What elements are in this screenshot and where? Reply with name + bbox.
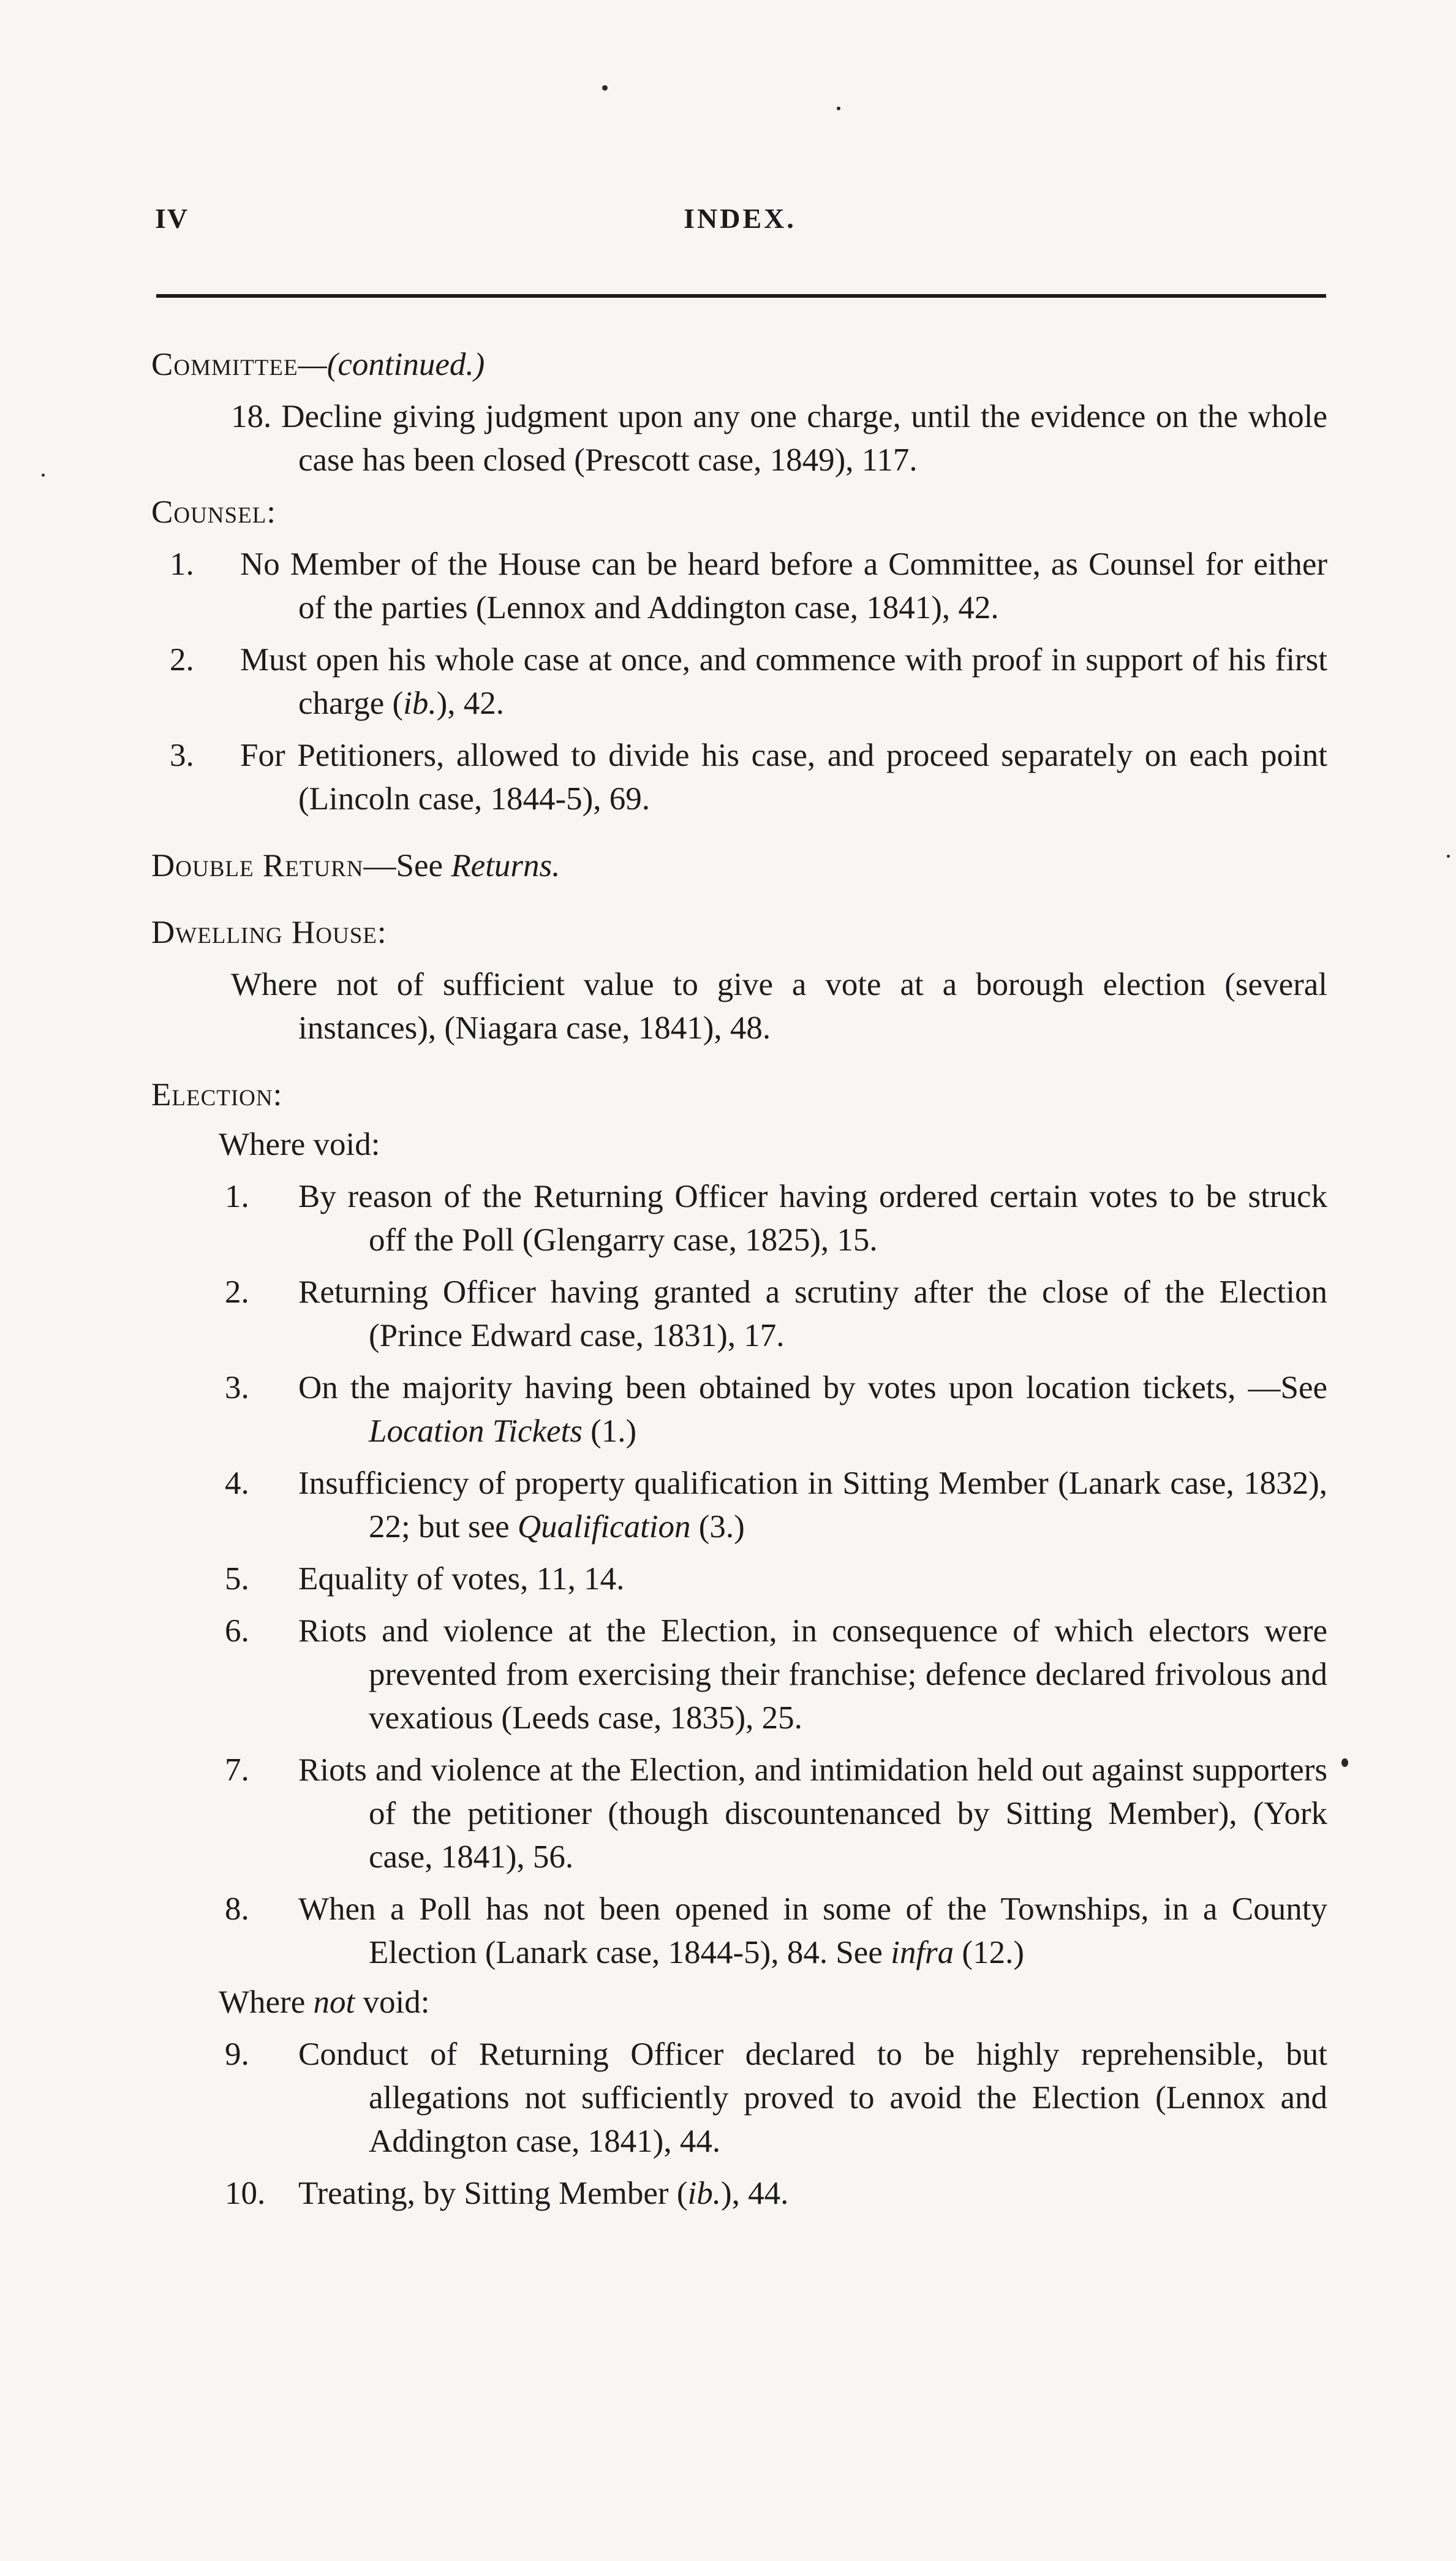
paper-speck <box>42 474 45 477</box>
heading-double-return: Double Return—See Returns. <box>151 848 560 883</box>
paper-speck <box>837 107 840 110</box>
entry-number: 4. <box>225 1466 249 1501</box>
heading-committee: Committee—(continued.) <box>151 347 485 382</box>
index-content <box>151 343 1327 2215</box>
entry-text: On the majority having been obtained by votes upon location tickets, —See <box>298 1370 1327 1405</box>
entry-text: Where not of sufficient value to give a vote at a borough election (several instances), (Niagara case, 1841), 48. <box>231 967 1327 1046</box>
election-entry-4: 4. Insufficiency of property qualification in Sitting Member (Lanark case, 1832), 22; but see Qualification (3.) <box>151 1462 1327 1549</box>
heading-election: Election: <box>151 1077 282 1113</box>
entry-text: Riots and violence at the Election, in consequence of which electors were prevented from exercising their franchise; defence declared frivolous and vexatious (Leeds case, 1835), 25. <box>298 1613 1327 1736</box>
entry-number: 2. <box>225 1274 249 1310</box>
header-rule <box>156 294 1326 298</box>
entry-italic: ib. <box>403 686 437 721</box>
entry-number: 5. <box>225 1561 249 1597</box>
entry-text: For Petitioners, allowed to divide his case, and proceed separately on each point (Lincoln case, 1844-5), 69. <box>240 738 1327 817</box>
election-entry-8: 8. When a Poll has not been opened in some of the Townships, in a County Election (Lanark case, 1844-5), 84. See infra (12.) <box>151 1888 1327 1975</box>
entry-text: Must open his whole case at once, and commence with proof in support of his first charge ( <box>240 642 1327 721</box>
page-number: IV <box>155 203 189 234</box>
entry-text: Conduct of Returning Officer declared to be highly reprehensible, but allegations not sufficiently proved to avoid the Election (Lennox and Addington case, 1841), 44. <box>298 2037 1327 2159</box>
counsel-entry-1 <box>151 543 1327 630</box>
election-entry-5 <box>151 1557 1327 1601</box>
election-entry-9 <box>151 2033 1327 2163</box>
committee-entry-18 <box>151 395 1327 482</box>
heading-dwelling-house: Dwelling House: <box>151 915 387 950</box>
cross-reference: infra <box>891 1935 954 1970</box>
paper-speck <box>602 85 608 91</box>
entry-number: 7. <box>225 1752 249 1788</box>
entry-text: Riots and violence at the Election, and intimidation held out against supporters of the petitioner (though discountenanced by Sitting Member), (York case, 1841), 56. <box>298 1752 1327 1875</box>
entry-first-line <box>231 399 281 434</box>
entry-text: Returning Officer having granted a scrutiny after the close of the Election (Prince Edward case, 1831), 17. <box>298 1274 1327 1353</box>
election-entry-10: 10. Treating, by Sitting Member (ib.), 44. <box>151 2172 1327 2215</box>
entry-text: Treating, by Sitting Member ( <box>298 2176 688 2211</box>
entry-number: 1. <box>170 547 194 582</box>
subheading-where-not-void: Where not void: <box>219 1984 430 2020</box>
election-entry-6 <box>151 1610 1327 1740</box>
election-entry-2 <box>151 1271 1327 1358</box>
page-title: INDEX. <box>684 203 796 234</box>
paper-speck <box>1447 855 1450 858</box>
entry-number: 3. <box>170 738 194 773</box>
heading-counsel: Counsel: <box>151 494 276 530</box>
paper-speck <box>1341 1758 1348 1767</box>
entry-text: By reason of the Returning Officer having ordered certain votes to be struck off the Poll (Glengarry case, 1825), 15. <box>298 1179 1327 1258</box>
cross-reference: Qualification <box>517 1509 691 1545</box>
entry-number: 10. <box>225 2176 266 2211</box>
election-entry-7 <box>151 1749 1327 1879</box>
entry-italic: ib. <box>687 2176 721 2211</box>
entry-text: Equality of votes, 11, 14. <box>298 1561 625 1597</box>
entry-text: Insufficiency of property qualification in Sitting Member (Lanark case, 1832), 22; but see <box>298 1466 1327 1545</box>
entry-number: 9. <box>225 2037 249 2072</box>
dwelling-entry <box>151 963 1327 1050</box>
counsel-entry-2: 2. Must open his whole case at once, and commence with proof in support of his first charge (ib.), 42. <box>151 638 1327 725</box>
election-entry-3: 3. On the majority having been obtained by votes upon location tickets, —See Location Tickets (1.) <box>151 1366 1327 1453</box>
running-header <box>155 202 1325 257</box>
entry-text: Decline giving judgment upon any one charge, until the evidence on the whole case has been closed (Prescott case, 1849), 117. <box>281 399 1327 478</box>
cross-reference: Location Tickets <box>369 1413 583 1449</box>
entry-number: 1. <box>225 1179 249 1214</box>
entry-number: 8. <box>225 1891 249 1927</box>
entry-text: When a Poll has not been opened in some of the Townships, in a County Election (Lanark case, 1844-5), 84. See <box>298 1891 1327 1970</box>
election-entry-1 <box>151 1175 1327 1262</box>
entry-number: 2. <box>170 642 194 678</box>
entry-number: 18. <box>231 399 272 434</box>
counsel-entry-3 <box>151 734 1327 821</box>
entry-number: 3. <box>225 1370 249 1405</box>
entry-number: 6. <box>225 1613 249 1649</box>
subheading-where-void: Where void: <box>219 1127 380 1162</box>
cross-reference: Returns. <box>451 848 560 883</box>
entry-text: No Member of the House can be heard before a Committee, as Counsel for either of the parties (Lennox and Addington case, 1841), 42. <box>240 547 1327 626</box>
